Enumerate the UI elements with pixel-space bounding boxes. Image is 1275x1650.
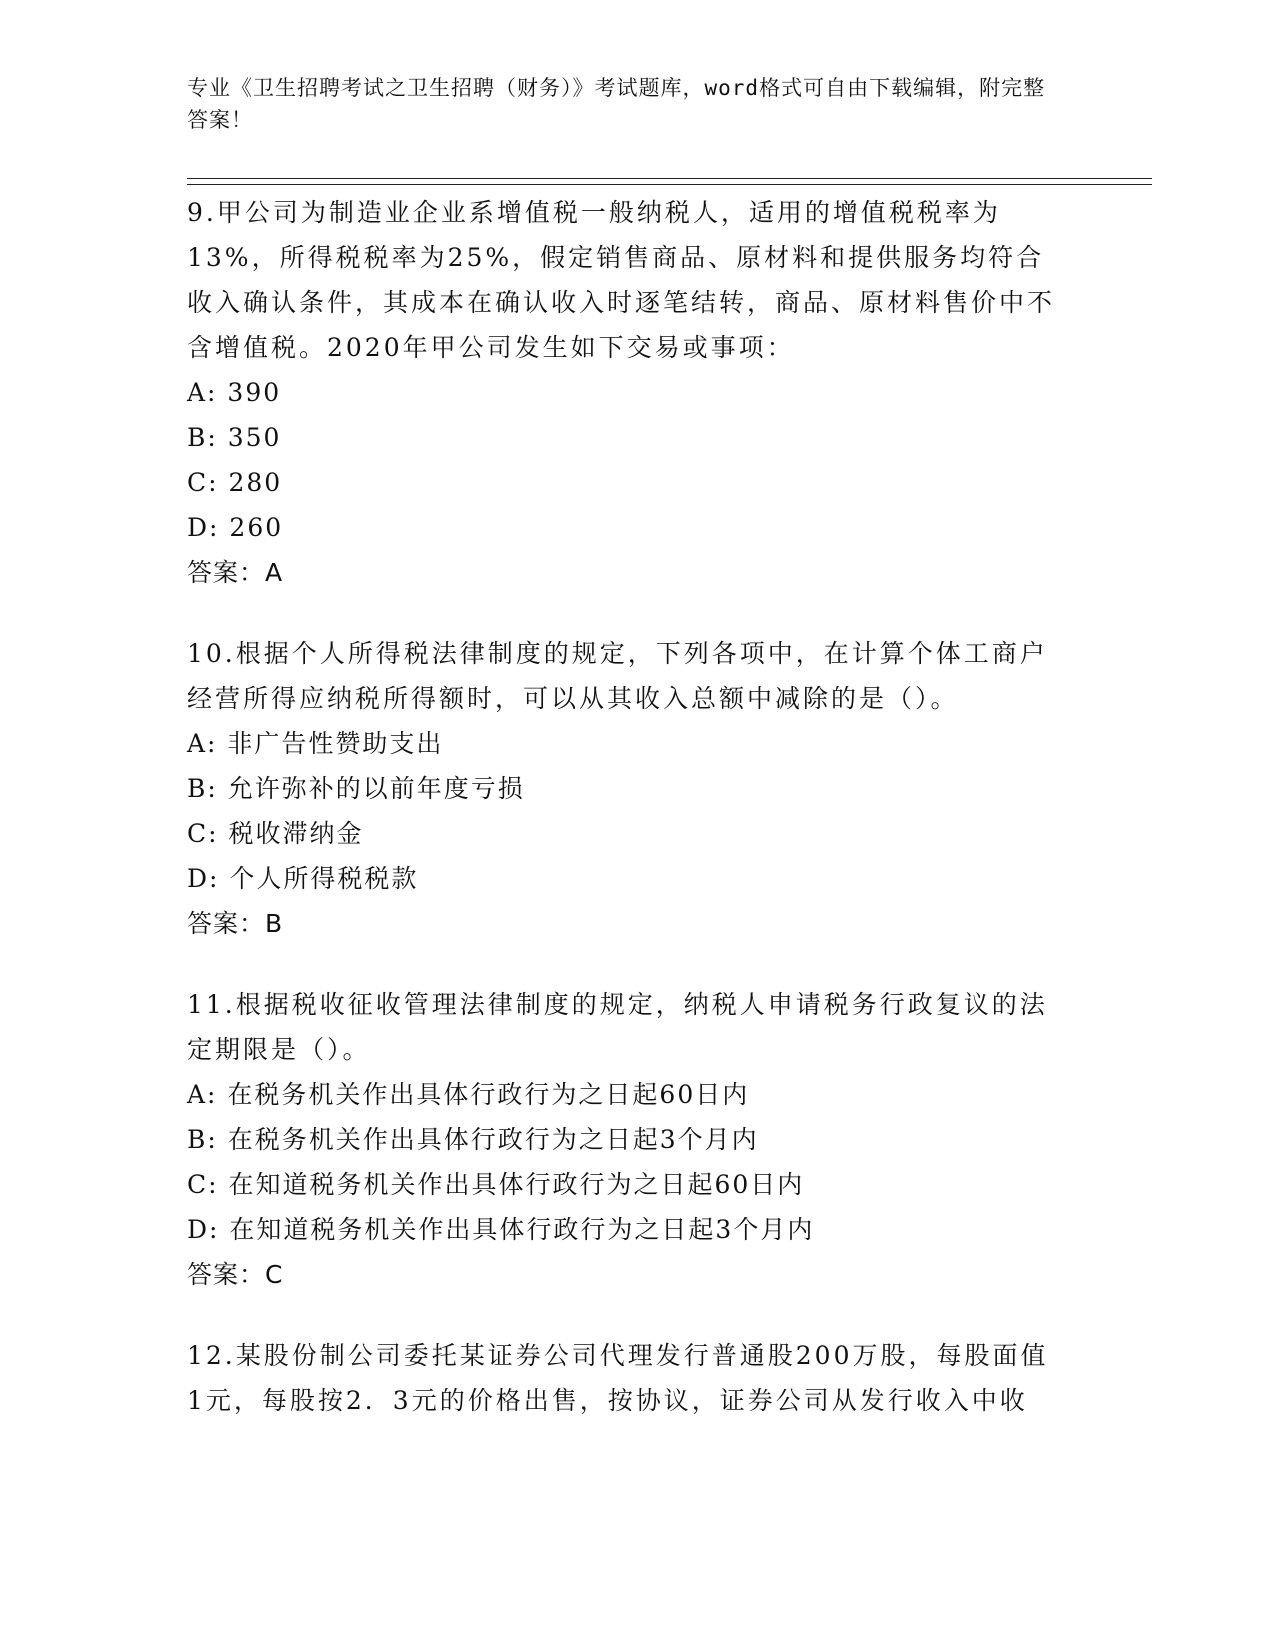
question-9 — [187, 190, 1067, 595]
answer: 答案：B — [187, 909, 284, 938]
option-a: A: 在税务机关作出具体行政行为之日起60日内 — [187, 1080, 750, 1109]
question-11 — [187, 982, 1067, 1297]
answer: 答案：C — [187, 1260, 284, 1289]
option-b: B: 在税务机关作出具体行政行为之日起3个月内 — [187, 1125, 759, 1154]
option-d: D: 260 — [187, 513, 284, 542]
option-b: B: 允许弥补的以前年度亏损 — [187, 774, 525, 803]
option-a: A: 非广告性赞助支出 — [187, 729, 444, 758]
header-divider-top — [187, 178, 1152, 179]
option-d: D: 个人所得税税款 — [187, 864, 419, 893]
option-c: C: 税收滞纳金 — [187, 819, 364, 848]
question-list — [187, 190, 1067, 1459]
document-header: 专业《卫生招聘考试之卫生招聘（财务）》考试题库，word格式可自由下载编辑，附完整答案！ — [187, 76, 1046, 132]
option-c: C: 在知道税务机关作出具体行政行为之日起60日内 — [187, 1170, 805, 1199]
answer: 答案：A — [187, 558, 284, 587]
option-d: D: 在知道税务机关作出具体行政行为之日起3个月内 — [187, 1215, 815, 1244]
question-10 — [187, 631, 1067, 946]
option-b: B: 350 — [187, 423, 282, 452]
question-stem: 10.根据个人所得税法律制度的规定，下列各项中，在计算个体工商户经营所得应纳税所得额时，可以从其收入总额中减除的是（）。 — [187, 639, 1048, 713]
option-a: A: 390 — [187, 378, 282, 407]
question-stem: 11.根据税收征收管理法律制度的规定，纳税人申请税务行政复议的法定期限是（）。 — [187, 990, 1048, 1064]
question-stem: 9.甲公司为制造业企业系增值税一般纳税人，适用的增值税税率为13%，所得税税率为25%，假定销售商品、原材料和提供服务均符合收入确认条件，其成本在确认收入时逐笔结转，商品、原材料售价中不含增值税。2020年甲公司发生如下交易或事项： — [187, 198, 1056, 362]
question-12 — [187, 1333, 1067, 1423]
question-stem: 12.某股份制公司委托某证券公司代理发行普通股200万股，每股面值1元，每股按2．3元的价格出售，按协议，证券公司从发行收入中收 — [187, 1341, 1049, 1415]
header-divider-bottom — [187, 184, 1152, 185]
option-c: C: 280 — [187, 468, 283, 497]
